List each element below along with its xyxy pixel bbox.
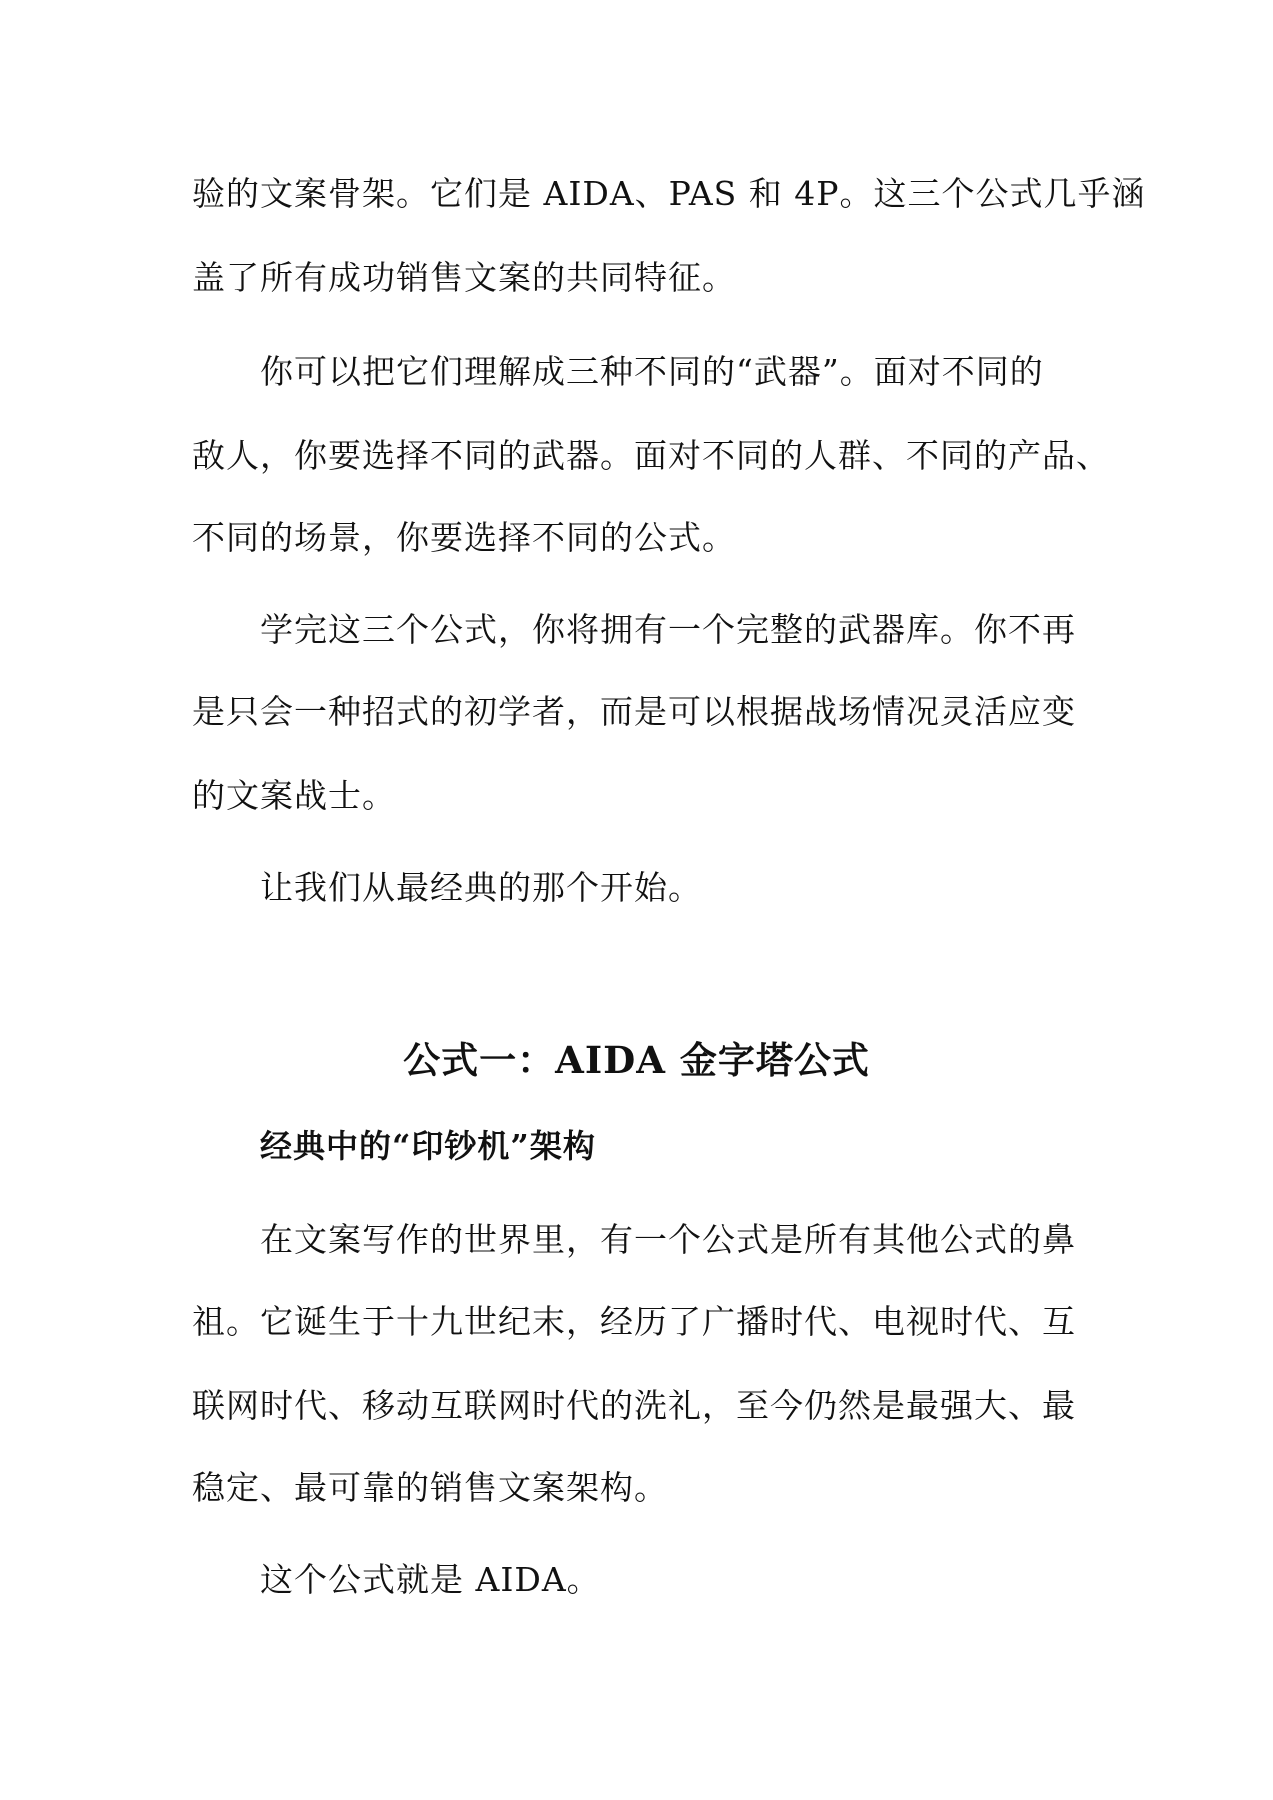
paragraph-1-line-1: 验的文案骨架。它们是 AIDA、PAS 和 4P。这三个公式几乎涵 [192,174,1146,213]
section-heading: 公式一：AIDA 金字塔公式 [403,1038,870,1082]
paragraph-5-line-1: 在文案写作的世界里，有一个公式是所有其他公式的鼻 [260,1220,1076,1259]
paragraph-5-line-4: 稳定、最可靠的销售文案架构。 [192,1468,668,1507]
subheading: 经典中的“印钞机”架构 [260,1127,596,1165]
paragraph-5-line-3: 联网时代、移动互联网时代的洗礼，至今仍然是最强大、最 [192,1386,1076,1425]
paragraph-5-line-2: 祖。它诞生于十九世纪末，经历了广播时代、电视时代、互 [192,1302,1076,1341]
paragraph-2-line-3: 不同的场景，你要选择不同的公式。 [192,518,736,557]
paragraph-6-line-1: 这个公式就是 AIDA。 [260,1560,601,1599]
paragraph-2-line-1: 你可以把它们理解成三种不同的“武器”。面对不同的 [260,352,1044,391]
paragraph-3-line-1: 学完这三个公式，你将拥有一个完整的武器库。你不再 [260,610,1076,649]
paragraph-4-line-1: 让我们从最经典的那个开始。 [260,868,702,907]
paragraph-3-line-3: 的文案战士。 [192,776,396,815]
paragraph-1-line-2: 盖了所有成功销售文案的共同特征。 [192,258,736,297]
paragraph-3-line-2: 是只会一种招式的初学者，而是可以根据战场情况灵活应变 [192,692,1076,731]
paragraph-2-line-2: 敌人，你要选择不同的武器。面对不同的人群、不同的产品、 [192,436,1110,475]
